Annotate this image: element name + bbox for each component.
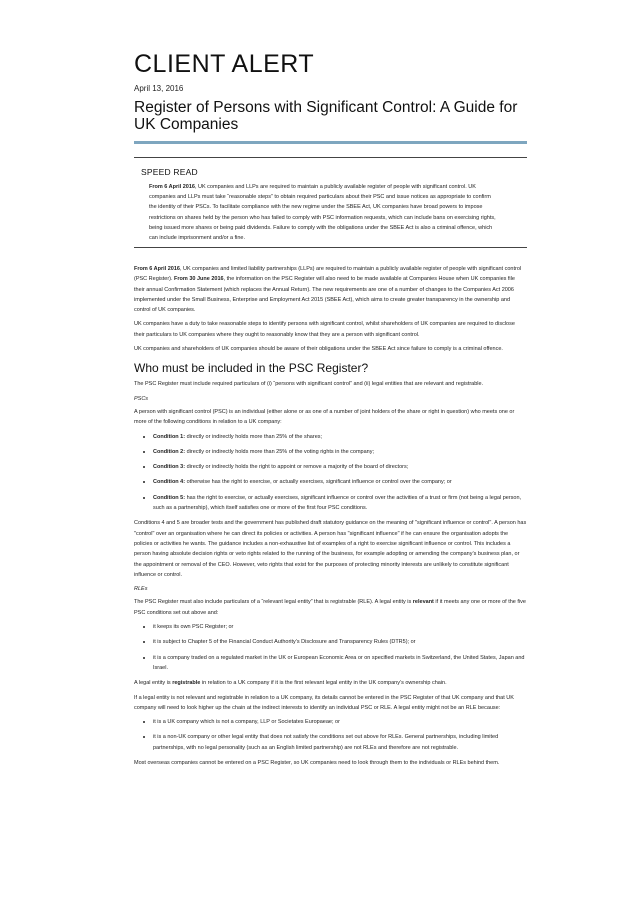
conditions-paragraph: Conditions 4 and 5 are broader tests and the government has published draft statutory guidance on the meaning of "significant influence or control". A person has "control" over an organisation where he can direct its policies or activities. A person has "significant influence" if he can ensure the organisation adopts the policies or activities he wants. The guidance includes a non-exhaustive list of examples of a right to exercise significant influence or control. This includes a person having absolute decision rights or veto rights related to the running of the business, for example adopting or amending the company’s business plan, or the appointment or removal of the CEO. However, veto rights that exist for the purposes of protecting minority interests are unlikely to constitute significant influence or control.: [134, 520, 527, 578]
speed-read-text: [149, 182, 499, 243]
not-rle-list: [134, 717, 527, 753]
reg-text-1: A legal entity is: [134, 680, 173, 687]
list-item: [153, 493, 527, 514]
condition-label: Condition 4:: [153, 479, 186, 486]
title-rule: [134, 141, 527, 144]
list-item: • it is subject to Chapter 5 of the Financial Conduct Authority’s Disclosure and Transparency Rules (DTR5); or: [153, 637, 527, 647]
condition-text: otherwise has the right to exercise, or actually exercises, significant influence or control over the company; or: [185, 479, 452, 486]
not-rle-paragraph: If a legal entity is not relevant and registrable in relation to a UK company, its details cannot be entered in the PSC Register of that UK company and that UK company will need to look higher up the chain at the indirect interests to identify an individual PSC or RLE. A legal entity might not be an RLE because:: [134, 694, 514, 711]
speed-read-heading: SPEED READ: [141, 167, 198, 177]
speed-read-body: , UK companies and LLPs are required to maintain a publicly available register of people with significant control. UK companies and LLPs must take “reasonable steps” to obtain required particulars about their PSC and issue notices as appropriate to confirm the identity of their PSCs. To facilitate compliance with the new regime under the SBEE Act, UK companies have broad powers to impose restrictions on shares held by the person who has failed to comply with PSC information requests, which can include bans on exercising rights, being issued more shares or being paid dividends. Failure to comply with the obligations under the SBEE Act is also a criminal offence, which can include imprisonment and/or a fine.: [149, 184, 496, 242]
rle-subheading: RLEs: [134, 586, 148, 593]
rle-bold: relevant: [412, 599, 434, 606]
section-heading: Who must be included in the PSC Register?: [134, 361, 369, 376]
intro-date-1: From 6 April 2016: [134, 266, 180, 272]
condition-text: directly or indirectly holds more than 25% of the voting rights in the company;: [185, 448, 375, 455]
rle-paragraph: [134, 597, 527, 618]
list-item: • it keeps its own PSC Register; or: [153, 622, 527, 632]
list-item: [153, 432, 527, 442]
closing-paragraph: Most overseas companies cannot be entered on a PSC Register, so UK companies need to look through them to the individuals or RLEs behind them.: [134, 759, 500, 766]
condition-label: Condition 5:: [153, 494, 186, 501]
client-alert-label: CLIENT ALERT: [134, 50, 315, 78]
list-item: • it is a UK company which is not a company, LLP or Societates Europaeae; or: [153, 717, 527, 727]
intro-text-2: , the information on the PSC Register will also need to be made available at Companies House when UK companies file their annual Confirmation Statement (which replaces the Annual Return). The new requirements are one of a number of changes to the Companies Act 2006 implemented under the Small Business, Enterprise and Employment Act 2015 (SBEE Act), which aims to create greater transparency in the ownership and control of UK companies.: [134, 276, 515, 314]
intro-date-2: From 30 June 2016: [174, 276, 224, 283]
reg-text-2: in relation to a UK company if it is the first relevant legal entity in the UK company’s ownership chain.: [200, 680, 447, 687]
condition-text: directly or indirectly holds more than 25% of the shares;: [185, 433, 323, 440]
conditions-list: [134, 432, 527, 514]
rle-text-2: if it meets any one or more of the five PSC conditions set out above and:: [134, 599, 526, 616]
rle-list: [134, 622, 527, 673]
condition-label: Condition 1:: [153, 433, 186, 440]
section-paragraph-1: The PSC Register must include required particulars of (i) “persons with significant control” and (ii) legal entities that are relevant and registrable.: [134, 381, 484, 388]
rle-text-1: The PSC Register must also include particulars of a “relevant legal entity” that is registrable (RLE). A legal entity is: [134, 599, 413, 606]
registrable-paragraph: [134, 678, 527, 688]
condition-label: Condition 3:: [153, 464, 186, 471]
intro-paragraph-1: [134, 264, 527, 315]
speed-read-lead: From 6 April 2016: [149, 184, 195, 190]
condition-label: Condition 2:: [153, 448, 186, 455]
list-item: [153, 477, 527, 487]
reg-bold: registrable: [172, 680, 201, 687]
condition-text: has the right to exercise, or actually exercises, significant influence or control over the activities of a trust or firm (not being a legal person, such as a partnership), which itself satisfies one or more of the first four PSC conditions.: [153, 494, 522, 512]
main-content: [134, 264, 527, 772]
alert-date: April 13, 2016: [134, 84, 184, 93]
speed-read-box: [134, 157, 527, 248]
intro-text-1: , UK companies and limited liability partnerships (LLPs) are required to maintain a publicly available register of people with significant control (PSC Register).: [134, 266, 522, 283]
intro-paragraph-2: UK companies have a duty to take reasonable steps to identify persons with significant control, whilst shareholders of UK companies are required to disclose their particulars to UK companies where they ought to reasonably know that they are a person with significant control.: [134, 321, 515, 338]
list-item: • it is a company traded on a regulated market in the UK or European Economic Area or on specified markets in Switzerland, the United States, Japan and Israel.: [153, 653, 527, 674]
list-item: [153, 447, 527, 457]
psc-subheading: PSCs: [134, 395, 149, 402]
psc-paragraph: A person with significant control (PSC) is an individual (either alone or as one of a number of joint holders of the share or right in question) who meets one or more of the following conditions in relation to a UK company:: [134, 408, 515, 426]
list-item: [153, 462, 527, 472]
intro-paragraph-3: UK companies and shareholders of UK companies should be aware of their obligations under the SBEE Act since failure to comply is a criminal offence.: [134, 346, 503, 353]
condition-text: directly or indirectly holds the right to appoint or remove a majority of the board of directors;: [185, 464, 409, 471]
document-title: Register of Persons with Significant Control: A Guide for UK Companies: [134, 99, 518, 133]
list-item: • it is a non-UK company or other legal entity that does not satisfy the conditions set out above for RLEs. General partnerships, including limited partnerships, with no legal personality (such as an English limited partnership) are not RLEs and therefore are not registrable.: [153, 732, 527, 753]
